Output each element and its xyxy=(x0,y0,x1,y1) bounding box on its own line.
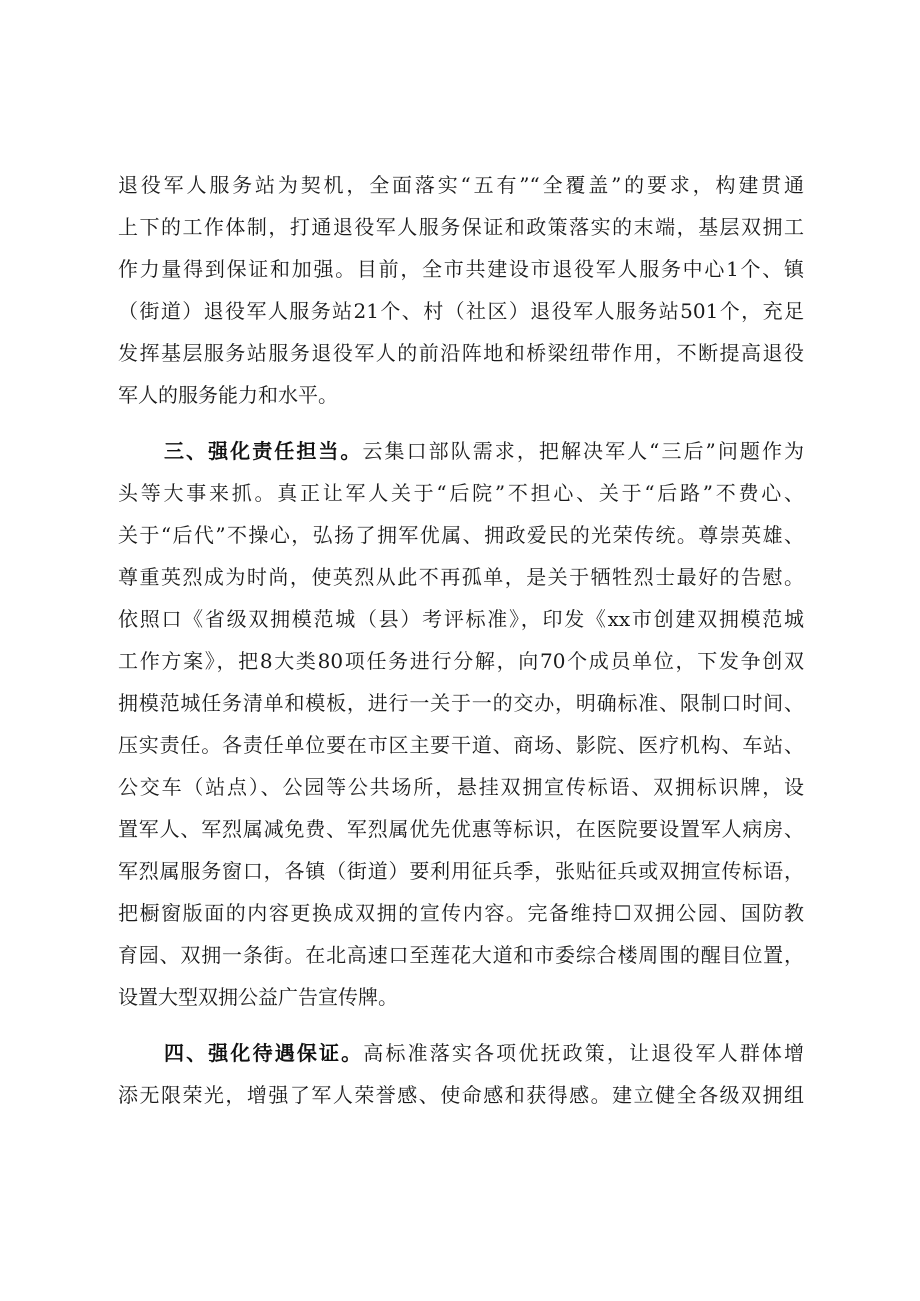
section-3-line-9: 公交车（站点）、公园等公共场所，悬挂双拥宣传标语、双拥标识牌，设 xyxy=(118,775,804,799)
paragraph-1-line-4: （街道）退役军人服务站21个、村（社区）退役军人服务站501个，充足 xyxy=(118,299,804,323)
section-4-first-line-text: 高标准落实各项优抚政策，让退役军人群体增 xyxy=(363,1041,805,1065)
paragraph-1-line-6: 军人的服务能力和水平。 xyxy=(118,383,338,407)
section-3-line-6: 工作方案》，把8大类80项任务进行分解，向70个成员单位，下发争创双 xyxy=(118,649,804,673)
section-3-line-4: 尊重英烈成为时尚，使英烈从此不再孤单，是关于牺牲烈士最好的告慰。 xyxy=(118,565,804,589)
section-3-line-14: 设置大型双拥公益广告宣传牌。 xyxy=(118,985,398,1009)
section-3-first-line-text: 云集口部队需求，把解决军人“三后”问题作为 xyxy=(362,439,805,463)
section-4-first-line xyxy=(164,1040,804,1066)
section-3-line-11: 军烈属服务窗口，各镇（街道）要利用征兵季，张贴征兵或双拥宣传标语， xyxy=(118,859,804,883)
section-3-line-3: 关于“后代”不操心，弘扬了拥军优属、拥政爱民的光荣传统。尊崇英雄、 xyxy=(118,523,804,547)
paragraph-1-line-2: 上下的工作体制，打通退役军人服务保证和政策落实的末端，基层双拥工 xyxy=(118,215,804,239)
section-3-line-2: 头等大事来抓。真正让军人关于“后院”不担心、关于“后路”不费心、 xyxy=(118,481,804,505)
paragraph-1-line-3: 作力量得到保证和加强。目前，全市共建设市退役军人服务中心1个、镇 xyxy=(118,257,804,281)
section-3-line-12: 把橱窗版面的内容更换成双拥的宣传内容。完备维持☐双拥公园、国防教 xyxy=(118,901,804,925)
paragraph-1-line-5: 发挥基层服务站服务退役军人的前沿阵地和桥梁纽带作用，不断提高退役 xyxy=(118,341,804,365)
section-4-heading: 四、强化待遇保证。 xyxy=(164,1041,364,1065)
section-4-line-2: 添无限荣光，增强了军人荣誉感、使命感和获得感。建立健全各级双拥组 xyxy=(118,1083,804,1107)
section-3-line-7: 拥模范城任务清单和模板，进行一关于一的交办，明确标准、限制口时间、 xyxy=(118,691,804,715)
section-3-line-10: 置军人、军烈属减免费、军烈属优先优惠等标识，在医院要设置军人病房、 xyxy=(118,817,804,841)
section-3-heading: 三、强化责任担当。 xyxy=(164,439,363,463)
section-3-line-5: 依照口《省级双拥模范城（县）考评标准》，印发《xx市创建双拥模范城 xyxy=(118,607,804,631)
paragraph-1-line-1: 退役军人服务站为契机，全面落实“五有”“全覆盖”的要求，构建贯通 xyxy=(118,173,804,197)
section-3-line-13: 育园、双拥一条街。在北高速口至莲花大道和市委综合楼周围的醒目位置， xyxy=(118,943,804,967)
section-3-first-line xyxy=(164,438,804,464)
section-3-line-8: 压实责任。各责任单位要在市区主要干道、商场、影院、医疗机构、车站、 xyxy=(118,733,804,757)
